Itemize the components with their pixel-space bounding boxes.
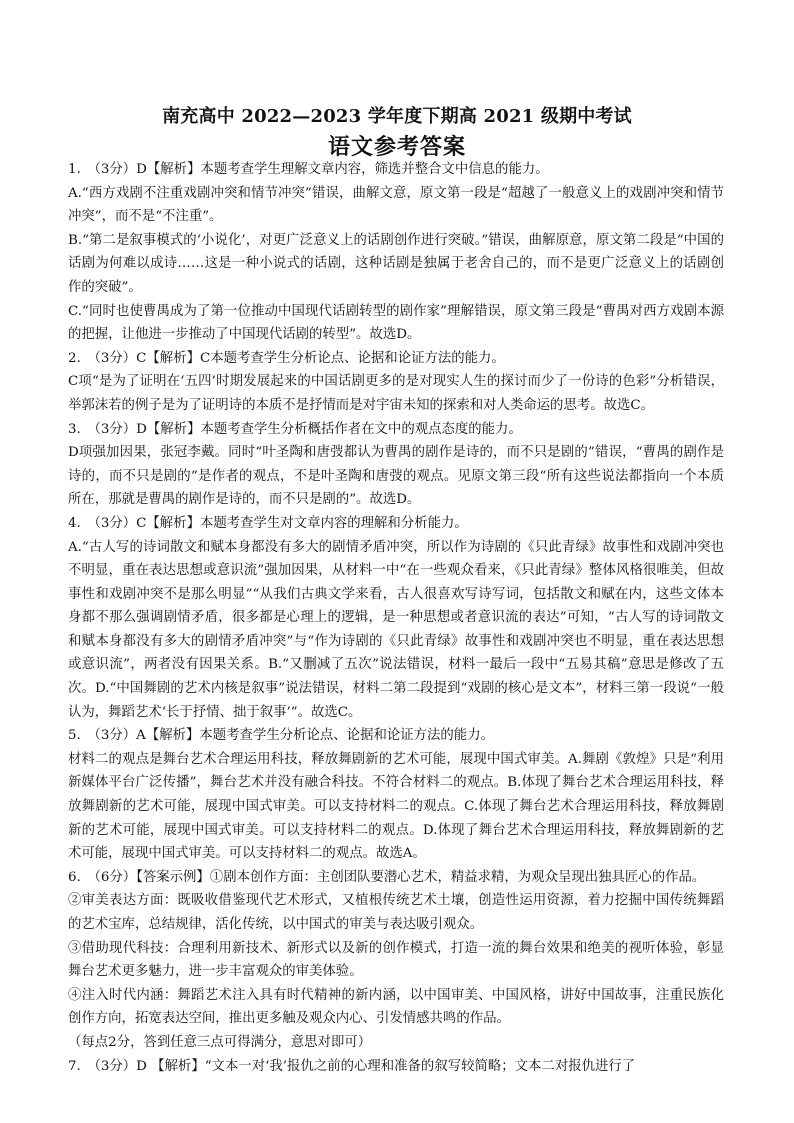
answer-6-point-3: ③借助现代科技：合理利用新技术、新形式以及新的创作模式，打造一流的舞台效果和绝美的视听体验，彰显舞台艺术更多魅力，进一步丰富观众的审美体验。: [68, 940, 724, 980]
answer-3-explanation: D项强加因果，张冠李戴。同时“叶圣陶和唐弢都认为曹禺的剧作是诗的，而不只是剧的”错误，“曹禺的剧作是诗的，而不只是剧的”是作者的观点，不是叶圣陶和唐弢的观点。见原文第三段“所有这些说法都指向一个本质所在，那就是曹禺的剧作是诗的，而不只是剧的”。故选D。: [68, 445, 724, 508]
answer-6-point-2: ②审美表达方面：既吸收借鉴现代艺术形式，又植根传统艺术土壤，创造性运用资源，着力挖掘中国传统舞蹈的艺术宝库，总结规律，活化传统，以中国式的审美与表达吸引观众。: [68, 893, 724, 932]
answer-key-subtitle: 语文参考答案: [327, 134, 466, 160]
answer-6-point-4: ④注入时代内涵：舞蹈艺术注入具有时代精神的新内涵，以中国审美、中国风格，讲好中国故事，注重民族化创作方向，拓宽表达空间，推出更多触及观众内心、引发情感共鸣的作品。: [68, 987, 724, 1027]
answer-5-explanation: 材料二的观点是舞台艺术合理运用科技，释放舞剧新的艺术可能，展现中国式审美。A.舞剧《敦煌》只是“利用新媒体平台广泛传播”，舞台艺术并没有融合科技。不符合材料二的观点。B.体现了舞台艺术合理运用科技，释放舞剧新的艺术可能，展现中国式审美。可以支持材料二的观点。C.体现了舞台艺术合理运用科技，释放舞剧新的艺术可能，展现中国式审美。可以支持材料二的观点。D.体现了舞台艺术合理运用科技，释放舞剧新的艺术可能，展现中国式审美。可以支持材料二的观点。故选A。: [68, 751, 724, 862]
answer-1-option-c: C.“同时也使曹禺成为了第一位推动中国现代话剧转型的剧作家”理解错误，原文第三段是“曹禺对西方戏剧本源的把握，让他进一步推动了中国现代话剧的转型”。故选D。: [68, 303, 724, 343]
answer-item-3: 3. （3分）D【解析】本题考查学生分析概括作者在文中的观点态度的能力。: [68, 421, 522, 437]
answer-item-2: 2. （3分）C【解析】C本题考查学生分析论点、论据和论证方法的能力。: [68, 350, 505, 366]
answer-2-explanation: C项“是为了证明在‘五四’时期发展起来的中国话剧更多的是对现实人生的探讨而少了一份诗的色彩”分析错误，举郭沫若的例子是为了证明诗的本质不是抒情而是对宇宙未知的探索和对人类命运的思考。故选C。: [68, 374, 724, 413]
answer-item-6: 6. （6分）【答案示例】①剧本创作方面：主创团队要潜心艺术，精益求精，为观众呈现出独具匠心的作品。: [68, 869, 706, 885]
answer-item-7: 7. （3分）D 【解析】“文本一对‘我’报仇之前的心理和准备的叙写较简略；文本二对报仇进行了: [68, 1058, 636, 1074]
answer-item-1: 1. （3分）D【解析】本题考查学生理解文章内容，筛选并整合文中信息的能力。: [68, 162, 549, 177]
exam-title: 南充高中 2022—2023 学年度下期高 2021 级期中考试: [162, 106, 632, 127]
answer-item-5: 5. （3分）A【解析】本题考查学生分析论点、论据和论证方法的能力。: [68, 728, 494, 744]
answer-6-scoring-note: （每点2分，答到任意三点可得满分，意思对即可）: [68, 1034, 372, 1050]
answer-item-4: 4. （3分）C【解析】本题考查学生对文章内容的理解和分析能力。: [68, 515, 468, 531]
answer-content: [68, 158, 724, 1078]
answer-1-option-a: A.“西方戏剧不注重戏剧冲突和情节冲突”错误，曲解文意，原文第一段是“超越了一般意义上的戏剧冲突和情节冲突”，而不是“不注重”。: [68, 185, 724, 225]
answer-4-explanation: A.“古人写的诗词散文和赋本身都没有多大的剧情矛盾冲突，所以作为诗剧的《只此青绿》故事性和戏剧冲突也不明显，重在表达思想或意识流”强加因果，从材料一中“在一些观众看来，《只此青绿》整体风格很唯美，但故事性和戏剧冲突不是那么明显”“从我们古典文学来看，古人很喜欢写诗写词，包括散文和赋在内，这些文体本身都不那么强调剧情矛盾，很多都是心理上的逻辑，是一种思想或者意识流的表达”可知，“古人写的诗词散文和赋本身都没有多大的剧情矛盾冲突”与“作为诗剧的《只此青绿》故事性和戏剧冲突也不明显，重在表达思想或意识流”，两者没有因果关系。B.“又删减了五次”说法错误，材料一最后一段中“五易其稿”意思是修改了五次。D.“中国舞剧的艺术内核是叙事”说法错误，材料二第二段提到“戏剧的核心是文本”，材料三第一段说“一般认为，舞蹈艺术‘长于抒情、拙于叙事’”。故选C。: [68, 539, 724, 720]
answer-1-option-b: B.“第二是叙事模式的‘小说化’，对更广泛意义上的话剧创作进行突破。”错误，曲解原意，原文第二段是“中国的话剧为何难以成诗……这是一种小说式的话剧，这种话剧是独属于老舍自己的，而不是更广泛意义上的话剧创作的突破”。: [68, 232, 724, 295]
